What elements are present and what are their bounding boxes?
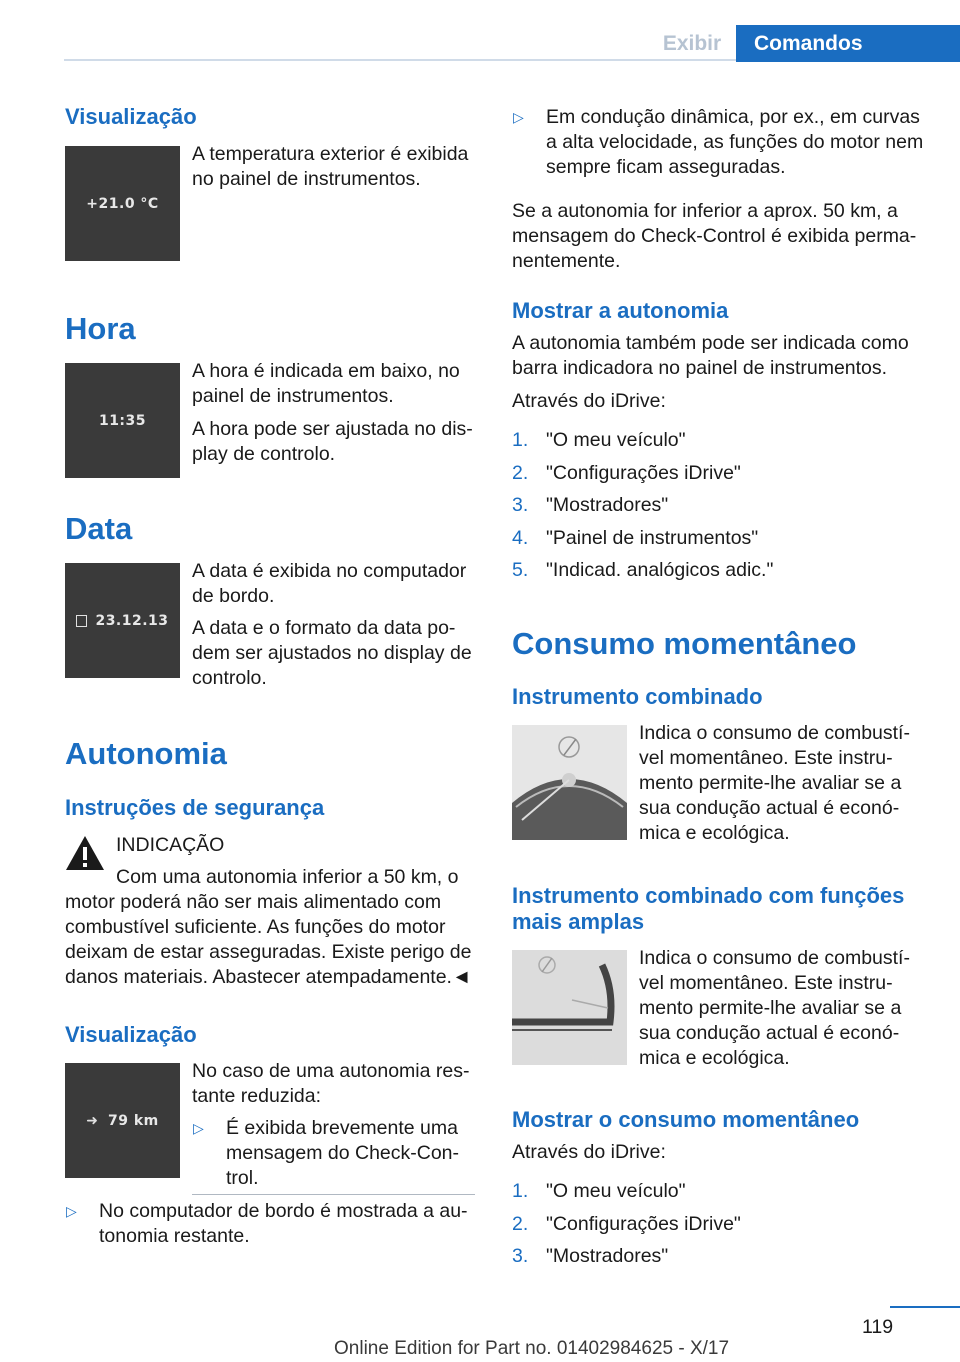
list-item: "Configurações iDrive" <box>546 1212 741 1235</box>
hora-text-2: A hora pode ser ajustada no dis‐ play de controlo. <box>192 418 473 465</box>
temperature-display-image <box>65 146 180 261</box>
heading-hora: Hora <box>65 311 136 346</box>
heading-instrumento-combinado: Instrumento combinado <box>512 684 763 709</box>
footer-rule <box>890 1306 960 1308</box>
warning-label: INDICAÇÃO <box>116 834 225 856</box>
tab-exibir[interactable]: Exibir <box>662 32 722 55</box>
list-item: "O meu veículo" <box>546 1180 686 1202</box>
heading-mostrar-consumo: Mostrar o consumo momentâneo <box>512 1107 860 1132</box>
list-item-number: 2. <box>512 1212 529 1235</box>
heading-visualizacao-2: Visualização <box>65 1022 197 1047</box>
fuel-arrow-icon: ➜ <box>86 1112 98 1128</box>
instr2-text: Indica o consumo de combustí‐ vel momentâneo. Este instru‐ mento permite-lhe avaliar se a sua condução actual é econó‐ mica e ecológica. <box>639 947 910 1069</box>
warning-text-rest: motor poderá não ser mais alimentado com combustível suficiente. As funções do motor deixam de estar asseguradas. Existe perigo de danos materiais. Abastecer atempadamente.◄ <box>65 891 472 988</box>
data-text-1: A data é exibida no computador de bordo. <box>192 560 467 607</box>
list-item: "Indicad. analógicos adic." <box>546 559 774 581</box>
heading-instrucoes-seguranca: Instruções de segurança <box>65 795 325 820</box>
range-display-image <box>65 1063 180 1178</box>
idrive-label-1: Através do iDrive: <box>512 390 666 412</box>
list-item-number: 3. <box>512 494 529 516</box>
tab-comandos[interactable]: Comandos <box>736 25 960 62</box>
warning-icon <box>65 835 105 871</box>
temperature-display-text: +21.0 °C <box>86 195 159 212</box>
list-item-number: 4. <box>512 526 529 549</box>
list-item-number: 2. <box>512 461 529 484</box>
edition-footer: Online Edition for Part no. 01402984625 - X/17 <box>334 1338 730 1359</box>
range-text: No caso de uma autonomia res‐ tante reduzida: <box>192 1060 470 1107</box>
list-item: "Mostradores" <box>546 494 669 516</box>
gauge-image-2 <box>512 950 627 1065</box>
time-display-image <box>65 363 180 478</box>
instr-text: Indica o consumo de combustí‐ vel momentâneo. Este instru‐ mento permite-lhe avaliar se a sua condução actual é econó‐ mica e ecológica. <box>639 722 910 844</box>
mostrar-text: A autonomia também pode ser indicada como barra indicadora no painel de instrumentos. <box>512 332 909 379</box>
calendar-icon <box>76 615 87 627</box>
heading-data: Data <box>65 511 133 546</box>
heading-consumo-momentaneo: Consumo momentâneo <box>512 626 857 661</box>
date-display-image <box>65 563 180 678</box>
heading-autonomia: Autonomia <box>65 736 227 771</box>
bullet-triangle-icon: ▷ <box>193 1120 204 1136</box>
gauge-image-1 <box>512 725 627 840</box>
heading-visualizacao-1: Visualização <box>65 104 197 129</box>
fuel-gauge-icon <box>512 950 627 1065</box>
list-item: "Painel de instrumentos" <box>546 526 759 549</box>
bullet-3-text: Em condução dinâmica, por ex., em curvas a alta velocidade, as funções do motor nem sempre ficam asseguradas. <box>546 106 924 178</box>
warning-line-1: Com uma autonomia inferior a 50 km, o <box>116 866 459 888</box>
list-item-number: 1. <box>512 429 529 451</box>
list-item-number: 1. <box>512 1180 529 1202</box>
heading-mostrar-autonomia: Mostrar a autonomia <box>512 298 729 323</box>
list-item: "Configurações iDrive" <box>546 461 741 484</box>
range-paragraph: Se a autonomia for inferior a aprox. 50 km, a mensagem do Check-Control é exibida perma‐ nentemente. <box>512 200 917 272</box>
data-text-2: A data e o formato da data po‐ dem ser ajustados no display de controlo. <box>192 617 472 689</box>
list-item-number: 3. <box>512 1245 529 1267</box>
hora-text-1: A hora é indicada em baixo, no painel de instrumentos. <box>192 360 460 407</box>
time-display-text: 11:35 <box>98 412 147 429</box>
range-display-text: 79 km <box>107 1112 159 1129</box>
list-item: "O meu veículo" <box>546 429 686 451</box>
bullet-triangle-icon: ▷ <box>66 1203 77 1219</box>
fuel-gauge-icon <box>512 725 627 840</box>
heading-instrumento-combinado-amplas: Instrumento combinado com funções mais amplas <box>512 883 905 934</box>
bullet-2-text: No computador de bordo é mostrada a au‐ tonomia restante. <box>99 1200 468 1247</box>
temperature-text: A temperatura exterior é exibida no painel de instrumentos. <box>192 143 469 190</box>
bullet-1-text: É exibida brevemente uma mensagem do Check-Con‐ trol. <box>226 1117 460 1189</box>
bullet-triangle-icon: ▷ <box>513 109 524 125</box>
date-display-text: 23.12.13 <box>95 612 169 629</box>
page-number: 119 <box>862 1316 894 1338</box>
list-item-number: 5. <box>512 559 529 581</box>
bullet-separator <box>192 1194 475 1195</box>
idrive-label-2: Através do iDrive: <box>512 1141 666 1163</box>
list-item: "Mostradores" <box>546 1245 669 1267</box>
